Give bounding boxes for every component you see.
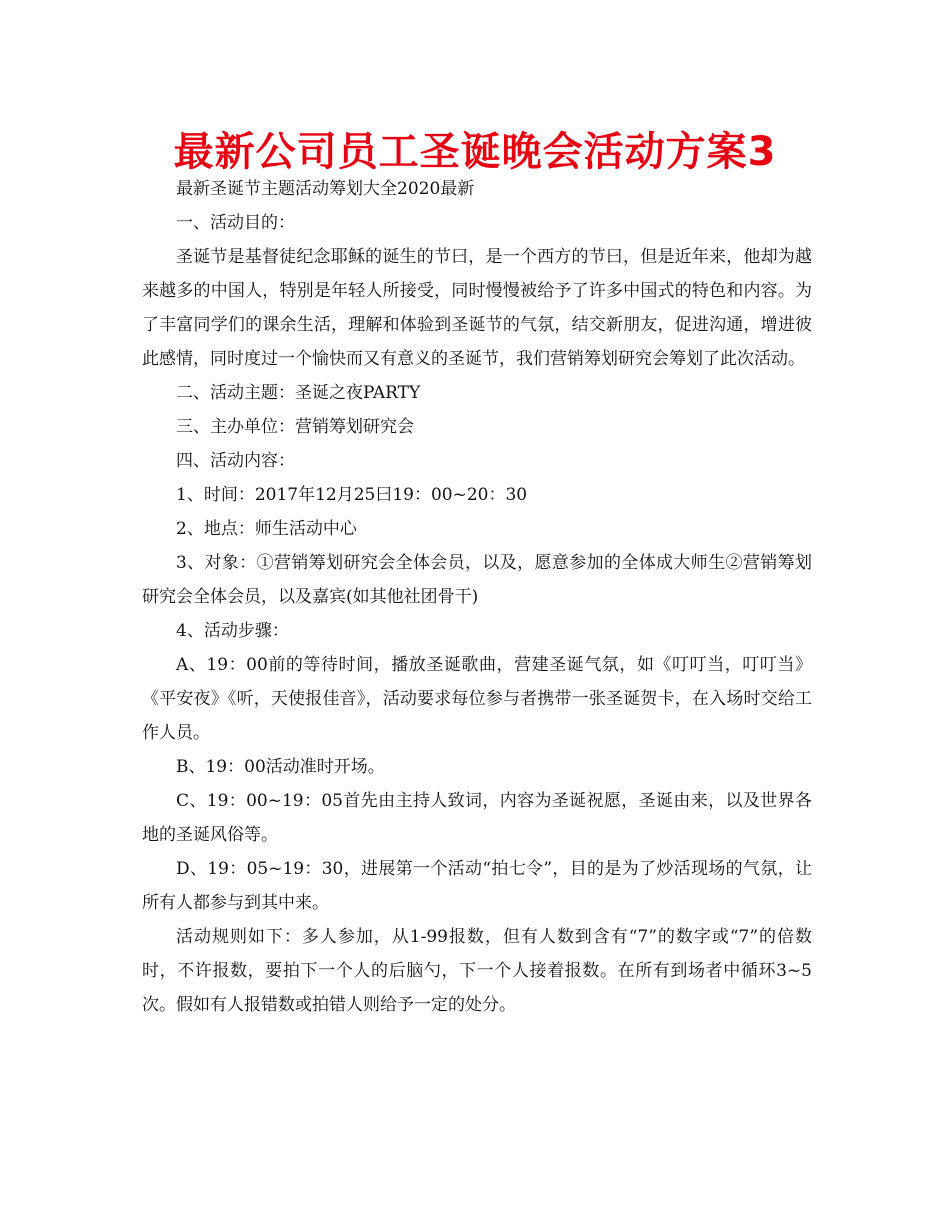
paragraph-location: 2、地点：师生活动中心 xyxy=(176,519,357,539)
paragraph-theme: 二、活动主题：圣诞之夜PARTY xyxy=(176,383,421,403)
paragraph-step-b: B、19：00活动准时开场。 xyxy=(176,757,385,777)
paragraph-subtitle: 最新圣诞节主题活动筹划大全2020最新 xyxy=(176,179,475,199)
paragraph-section-1-heading: 一、活动目的： xyxy=(176,213,295,233)
paragraph-organizer: 三、主办单位：营销筹划研究会 xyxy=(176,417,414,437)
paragraph-step-a: A、19：00前的等待时间，播放圣诞歌曲，营建圣诞气氛，如《叮叮当，叮叮当》《平安夜》《听，天使报佳音》，活动要求每位参与者携带一张圣诞贺卡，在入场时交给工作人员。 xyxy=(142,655,812,743)
paragraph-section-4-heading: 四、活动内容： xyxy=(176,451,295,471)
paragraph-audience: 3、对象：①营销筹划研究会全体会员，以及，愿意参加的全体成大师生②营销筹划研究会全体会员，以及嘉宾(如其他社团骨干) xyxy=(142,553,812,607)
paragraph-step-d: D、19：05~19：30，进展第一个活动“拍七令”，目的是为了炒活现场的气氛，让所有人都参与到其中来。 xyxy=(142,859,812,913)
paragraph-steps-heading: 4、活动步骤： xyxy=(176,621,289,641)
document-title: 最新公司员工圣诞晚会活动方案3 xyxy=(173,129,777,175)
document-body xyxy=(142,172,812,1022)
paragraph-purpose: 圣诞节是基督徒纪念耶稣的诞生的节曰，是一个西方的节曰，但是近年来，他却为越来越多的中国人，特别是年轻人所接受，同时慢慢被给予了许多中国式的特色和内容。为了丰富同学们的课余生活，理解和体验到圣诞节的气氛，结交新朋友，促进沟通，增进彼此感情，同时度过一个愉快而又有意义的圣诞节，我们营销筹划研究会筹划了此次活动。 xyxy=(142,247,812,369)
paragraph-time: 1、时间：2017年12月25曰19：00~20：30 xyxy=(176,485,528,505)
paragraph-step-c: C、19：00~19：05首先由主持人致词，内容为圣诞祝愿，圣诞由来，以及世界各地的圣诞风俗等。 xyxy=(142,791,812,845)
paragraph-game-rules: 活动规则如下：多人参加，从1-99报数，但有人数到含有“7”的数字或“7”的倍数时，不许报数，要拍下一个人的后脑勺，下一个人接着报数。在所有到场者中循环3~5次。假如有人报错数或拍错人则给予一定的处分。 xyxy=(142,927,812,1015)
